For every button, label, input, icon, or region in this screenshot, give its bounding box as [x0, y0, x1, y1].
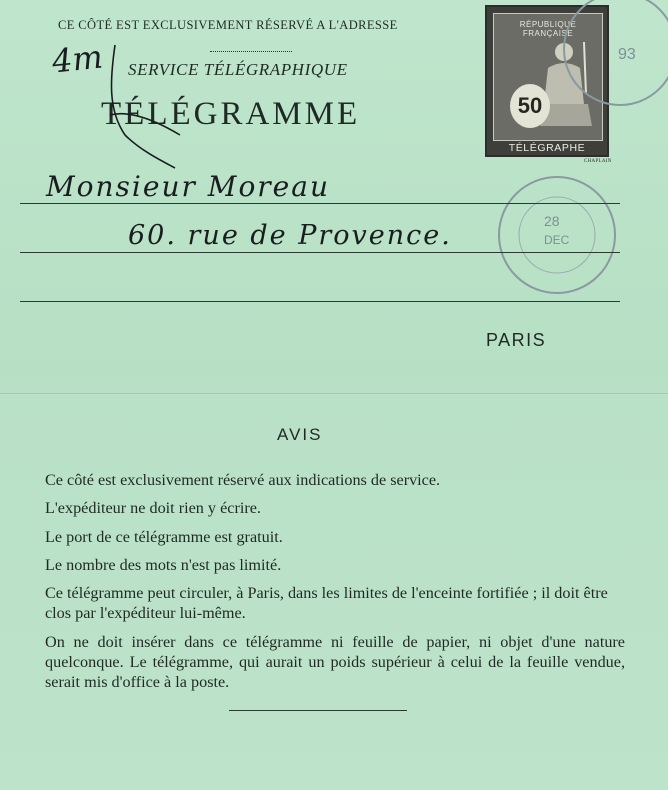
postmark-year: 93	[618, 46, 636, 63]
address-line-1	[20, 203, 620, 204]
printer-mark: CHAPLAIN	[584, 159, 612, 164]
postmark-circle-icon	[496, 174, 618, 296]
notice-paragraph: L'expéditeur ne doit rien y écrire.	[45, 499, 261, 517]
notice-paragraph: Ce télégramme peut circuler, à Paris, dans les limites de l'enceinte fortifiée ; il doit être clos par l'expéditeur lui-même.	[45, 584, 608, 622]
telegram-title: TÉLÉGRAMME	[101, 96, 361, 132]
notice-heading: AVIS	[277, 425, 323, 444]
recipient-street: 60. rue de Provence.	[128, 220, 452, 251]
address-line-3	[20, 301, 620, 302]
address-side-notice: CE CÔTÉ EST EXCLUSIVEMENT RÉSERVÉ A L'ADRESSE	[58, 18, 398, 32]
postmark-partial-icon	[560, 0, 668, 134]
recipient-name: Monsieur Moreau	[46, 170, 330, 203]
closing-rule	[229, 710, 407, 711]
service-label: SERVICE TÉLÉGRAPHIQUE	[128, 60, 348, 79]
notice-paragraph: On ne doit insérer dans ce télégramme ni feuille de papier, ni objet d'une nature quelconque. Le télégramme, qui aurait un poids supérieur à celui de la feuille vendue, serait mis d'office à la poste.	[45, 633, 625, 691]
stamp-country-text: RÉPUBLIQUE FRANÇAISE	[519, 20, 577, 38]
dotted-ornament	[210, 51, 292, 52]
stamp-label: TÉLÉGRAPHE	[508, 142, 586, 154]
city-label: PARIS	[486, 330, 547, 350]
notice-paragraph: Le port de ce télégramme est gratuit.	[45, 528, 283, 546]
notice-paragraph: Ce côté est exclusivement réservé aux indications de service.	[45, 471, 441, 489]
address-line-2	[20, 252, 620, 253]
stamp-value: 50	[510, 84, 550, 128]
handwritten-scribble-icon	[80, 40, 190, 170]
postmark-month: DEC	[544, 233, 570, 247]
card-fold	[0, 393, 668, 395]
postmark-date: 28	[544, 213, 560, 229]
handwritten-initials: 4m	[50, 37, 105, 81]
notice-paragraph: Le nombre des mots n'est pas limité.	[45, 556, 282, 574]
